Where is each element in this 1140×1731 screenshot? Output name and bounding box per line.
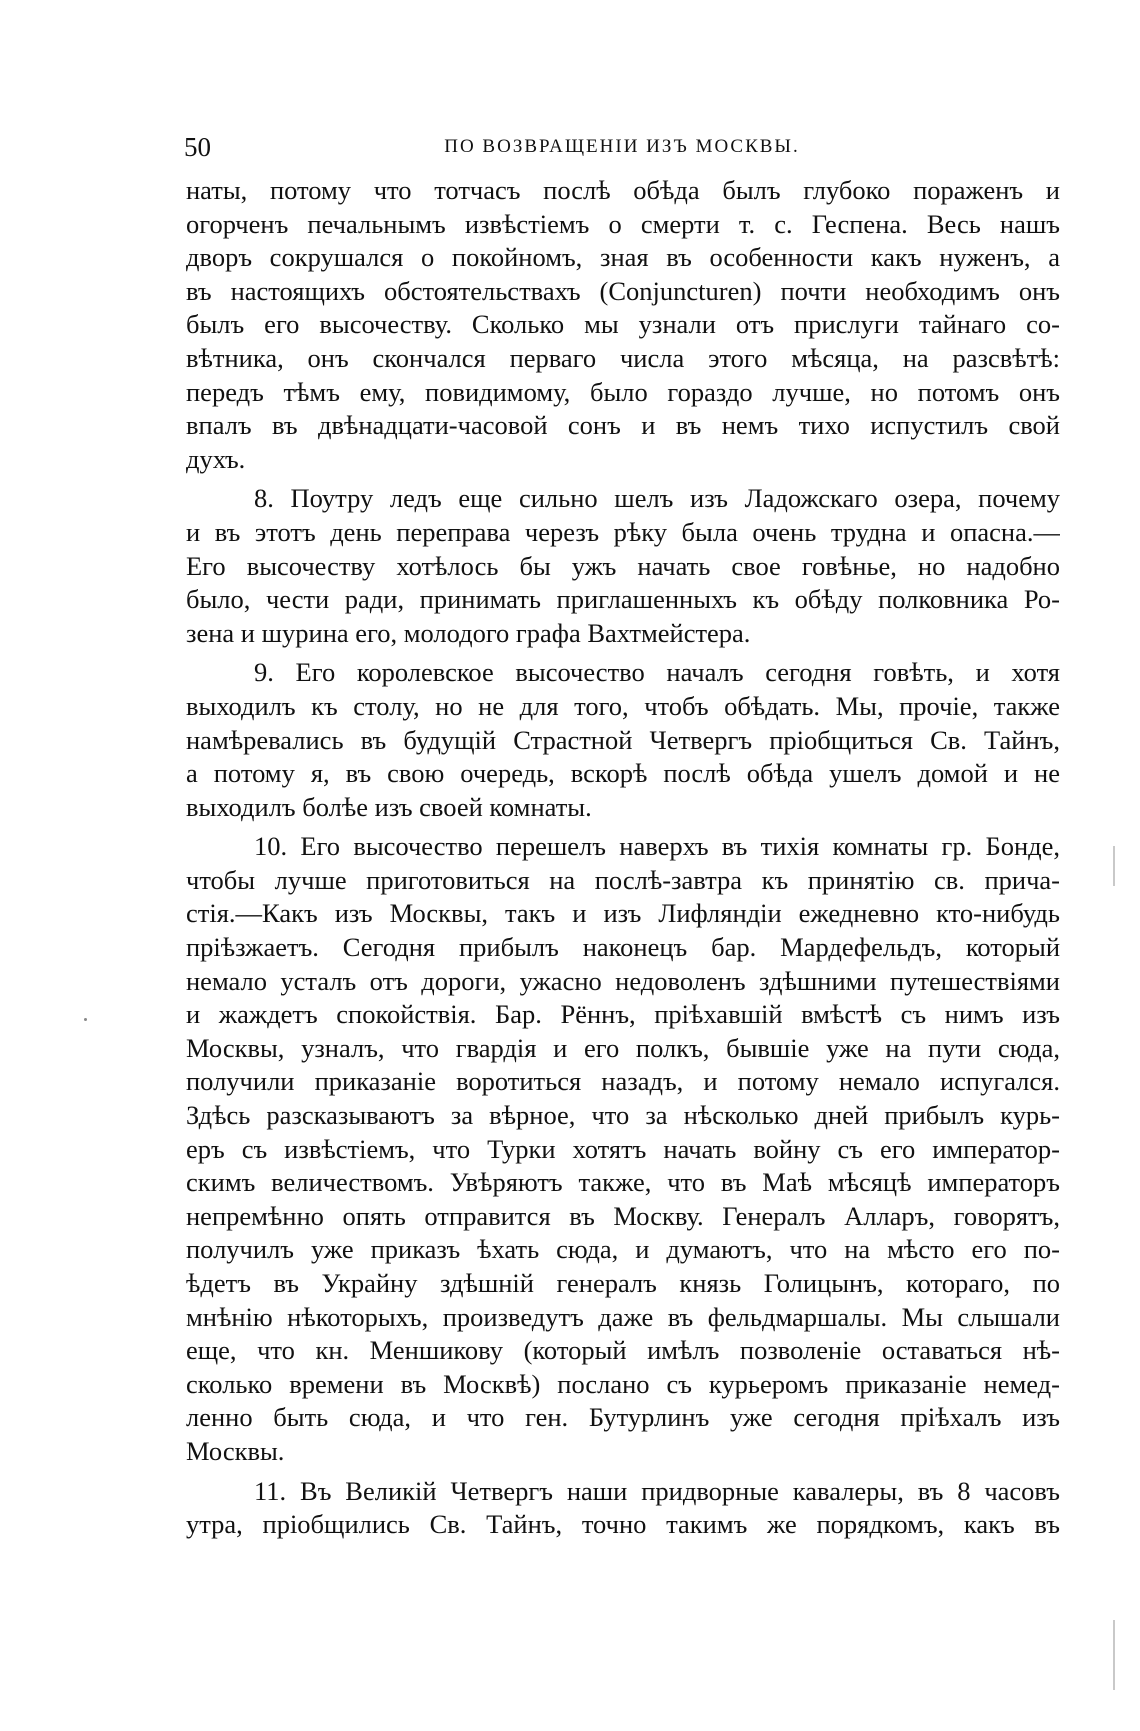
page-number: 50 bbox=[184, 132, 211, 162]
scan-margin-mark bbox=[1113, 846, 1115, 886]
text-body bbox=[186, 174, 1060, 1542]
text-line: а потому я, въ свою очередь, вскорѣ послѣ обѣда ушелъ домой и не bbox=[186, 758, 1060, 789]
text-line: 8. Поутру ледъ еще сильно шелъ изъ Ладожскаго озера, почему bbox=[254, 483, 1060, 514]
text-line: сколько времени въ Москвѣ) послано съ курьеромъ приказаніе немед- bbox=[186, 1368, 1060, 1399]
text-line: огорченъ печальнымъ извѣстіемъ о смерти т. с. Геспена. Весь нашъ bbox=[186, 208, 1060, 239]
text-line: непремѣнно опять отправится въ Москву. Генералъ Алларъ, говорятъ, bbox=[186, 1200, 1060, 1231]
text-line: 11. Въ Великій Четвергъ наши придворные кавалеры, въ 8 часовъ bbox=[254, 1475, 1060, 1506]
text-line: получилъ уже приказъ ѣхать сюда, и думаютъ, что на мѣсто его по- bbox=[186, 1234, 1060, 1265]
text-line: дворъ сокрушался о покойномъ, зная въ особенности какъ нуженъ, а bbox=[186, 242, 1060, 273]
running-head bbox=[184, 130, 1060, 164]
running-title: ПО ВОЗВРАЩЕНІИ ИЗЪ МОСКВЫ. bbox=[444, 136, 800, 157]
text-line: чтобы лучше приготовиться на послѣ-завтра къ принятію св. прича- bbox=[186, 864, 1060, 895]
text-line: Москвы. bbox=[186, 1435, 285, 1466]
text-line: было, чести ради, принимать приглашенныхъ къ обѣду полковника Ро- bbox=[186, 584, 1060, 615]
text-line: мнѣнію нѣкоторыхъ, произведутъ даже въ фельдмаршалы. Мы слышали bbox=[186, 1301, 1060, 1332]
text-line: впалъ въ двѣнадцати-часовой сонъ и въ немъ тихо испустилъ свой bbox=[186, 410, 1060, 441]
text-line: въ настоящихъ обстоятельствахъ (Conjuncturen) почти необходимъ онъ bbox=[186, 275, 1060, 306]
text-line: передъ тѣмъ ему, повидимому, было гораздо лучше, но потомъ онъ bbox=[186, 376, 1060, 407]
text-line: вѣтника, онъ скончался перваго числа этого мѣсяца, на разсвѣтѣ: bbox=[186, 342, 1060, 373]
paragraph bbox=[186, 482, 1060, 650]
text-line: духъ. bbox=[186, 443, 246, 474]
text-line: пріѣзжаетъ. Сегодня прибылъ наконецъ бар. Мардефельдъ, который bbox=[186, 932, 1060, 963]
text-line: еръ съ извѣстіемъ, что Турки хотятъ начать войну съ его император- bbox=[186, 1133, 1060, 1164]
text-line: зена и шурина его, молодого графа Вахтмейстера. bbox=[186, 617, 751, 648]
text-line: Москвы, узналъ, что гвардія и его полкъ, бывшіе уже на пути сюда, bbox=[186, 1032, 1060, 1063]
text-line: и жаждетъ спокойствія. Бар. Рённъ, пріѣхавшій вмѣстѣ съ нимъ изъ bbox=[186, 999, 1060, 1030]
paragraph bbox=[186, 1475, 1060, 1542]
scan-speck bbox=[84, 1018, 87, 1021]
paragraph bbox=[186, 830, 1060, 1468]
text-line: немало усталъ отъ дороги, ужасно недоволенъ здѣшними путешествіями bbox=[186, 965, 1060, 996]
text-line: ленно быть сюда, и что ген. Бутурлинъ уже сегодня пріѣхалъ изъ bbox=[186, 1402, 1060, 1433]
text-line: выходилъ къ столу, но не для того, чтобъ обѣдать. Мы, прочіе, также bbox=[186, 690, 1060, 721]
text-line: еще, что кн. Меншикову (который имѣлъ позволеніе оставаться нѣ- bbox=[186, 1335, 1060, 1366]
text-line: Его высочеству хотѣлось бы ужъ начать свое говѣнье, но надобно bbox=[186, 550, 1060, 581]
text-line: Здѣсь разсказываютъ за вѣрное, что за нѣсколько дней прибылъ курь- bbox=[186, 1100, 1060, 1131]
text-line: 10. Его высочество перешелъ наверхъ въ тихія комнаты гр. Бонде, bbox=[254, 831, 1060, 862]
paragraph bbox=[186, 174, 1060, 476]
text-line: ѣдетъ въ Украйну здѣшній генералъ князь Голицынъ, котораго, по bbox=[186, 1268, 1060, 1298]
text-line: выходилъ болѣе изъ своей комнаты. bbox=[186, 791, 592, 822]
text-line: скимъ величествомъ. Увѣряютъ также, что въ Маѣ мѣсяцѣ императоръ bbox=[186, 1167, 1060, 1198]
scan-margin-mark bbox=[1113, 1620, 1115, 1690]
text-line: наты, потому что тотчасъ послѣ обѣда былъ глубоко пораженъ и bbox=[186, 175, 1060, 205]
text-line: 9. Его королевское высочество началъ сегодня говѣть, и хотя bbox=[254, 657, 1060, 688]
text-line: получили приказаніе воротиться назадъ, и потому немало испугался. bbox=[186, 1066, 1060, 1097]
text-line: былъ его высочеству. Сколько мы узнали отъ прислуги тайнаго со- bbox=[186, 309, 1060, 340]
text-line: намѣревались въ будущій Страстной Четвергъ пріобщиться Св. Тайнъ, bbox=[186, 724, 1060, 755]
paragraph bbox=[186, 656, 1060, 824]
text-line: утра, пріобщились Св. Тайнъ, точно такимъ же порядкомъ, какъ въ bbox=[186, 1509, 1060, 1540]
text-line: стія.—Какъ изъ Москвы, такъ и изъ Лифляндіи ежедневно кто-нибудь bbox=[186, 898, 1060, 929]
text-line: и въ этотъ день переправа черезъ рѣку была очень трудна и опасна.— bbox=[186, 516, 1060, 547]
